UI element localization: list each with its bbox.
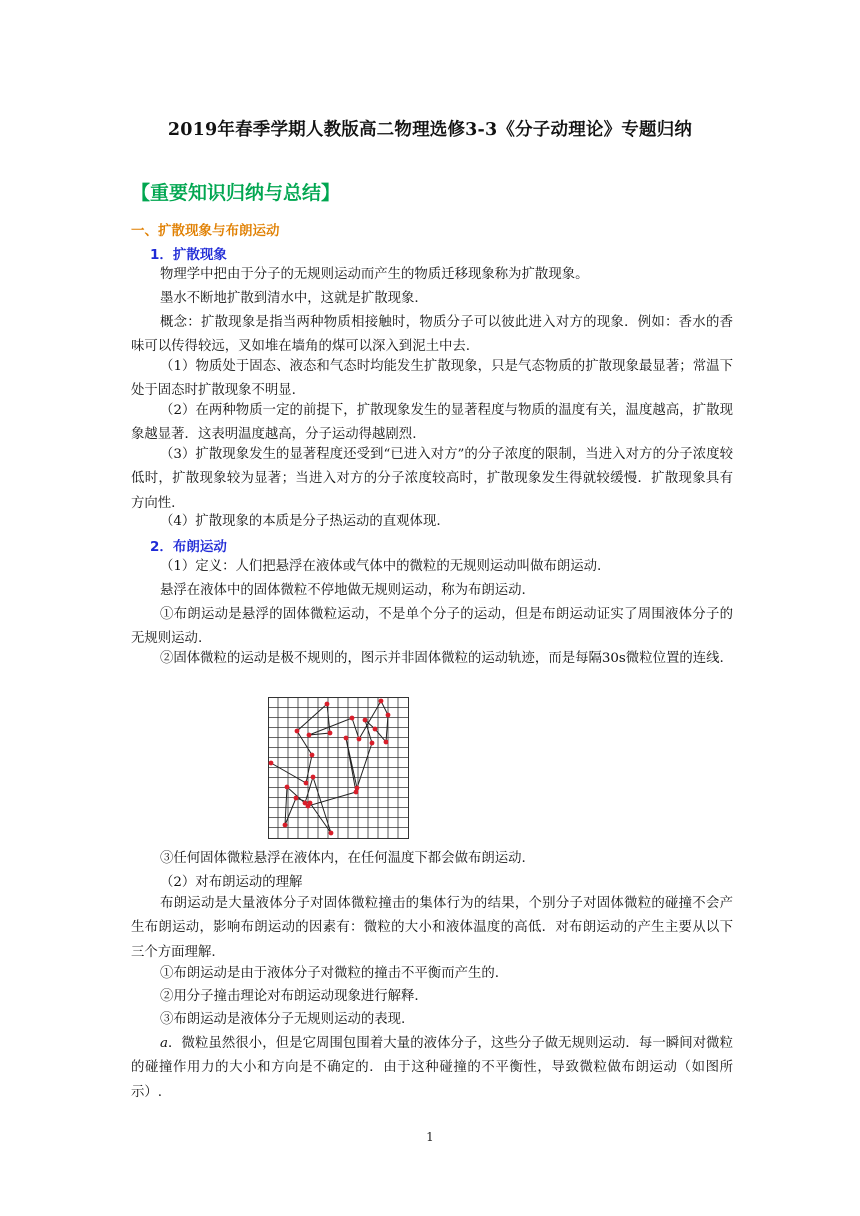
paragraph-brownian-a [131,1032,733,1105]
figure-position-dot [386,713,391,718]
paragraph-brownian-note-3: ③任何固体微粒悬浮在液体内，在任何温度下都会做布朗运动. [160,851,526,866]
paragraph-diffusion-definition: 物理学中把由于分子的无规则运动而产生的物质迁移现象称为扩散现象。 [160,267,589,282]
figure-position-dot [328,731,333,736]
item-text-a: ．微粒虽然很小，但是它周围包围着大量的液体分子，这些分子做无规则运动．每一瞬间对微粒的碰撞作用力的大小和方向是不确定的．由于这种碰撞的不平衡性，导致微粒做布朗运动（如图所示）. [131,1036,733,1100]
figure-position-dot [285,785,290,790]
figure-position-dot [283,823,288,828]
figure-position-dot [344,736,349,741]
brownian-motion-figure [268,697,409,839]
paragraph-brownian-understanding: （2）对布朗运动的理解 [160,875,303,890]
figure-position-dot [350,716,355,721]
paragraph-concept: 概念：扩散现象是指当两种物质相接触时，物质分子可以彼此进入对方的现象．例如：香水的香味可以传得较远，叉如堆在墙角的煤可以深入到泥土中去. [131,315,733,355]
figure-position-dot [269,761,274,766]
item-label-a: a [160,1036,168,1051]
page-number: 1 [426,1130,434,1144]
figure-position-dot [311,775,316,780]
figure-position-dot [355,786,360,791]
paragraph-brownian-suspended: 悬浮在液体中的固体微粒不停地做无规则运动，称为布朗运动. [160,583,526,598]
figure-position-dot [303,801,308,806]
paragraph-brownian-note-2: ②固体微粒的运动是极不规则的，图示并非固体微粒的运动轨迹，而是每隔30s微粒位置的连线. [160,651,724,666]
figure-position-dot [307,733,312,738]
figure-path [271,701,388,833]
figure-position-dot [370,741,375,746]
paragraph-point-1: （1）物质处于固态、液态和气态时均能发生扩散现象，只是气态物质的扩散现象最显著；常温下处于固态时扩散现象不明显. [131,359,733,399]
figure-position-dot [384,740,389,745]
paragraph-brownian-reason-3: ③布朗运动是液体分子无规则运动的表现. [160,1012,406,1027]
paragraph-point-4: （4）扩散现象的本质是分子热运动的直观体现. [160,514,441,529]
figure-position-dot [310,753,315,758]
paragraph-brownian-reason-2: ②用分子撞击理论对布朗运动现象进行解释. [160,989,419,1004]
figure-trajectory-line [271,701,388,833]
figure-position-dot [354,790,359,795]
figure-position-dot [373,727,378,732]
figure-position-dot [304,781,309,786]
figure-position-dot [294,796,299,801]
paragraph-brownian-note-1: ①布朗运动是悬浮的固体微粒运动，不是单个分子的运动，但是布朗运动证实了周围液体分子的无规则运动. [131,607,733,647]
figure-points [269,699,391,836]
figure-position-dot [363,718,368,723]
paragraph-brownian-reason-1: ①布朗运动是由于液体分子对微粒的撞击不平衡而产生的. [160,966,500,981]
subheading-diffusion: 1．扩散现象 [150,247,227,263]
figure-position-dot [308,801,313,806]
section-banner: 【重要知识归纳与总结】 [131,182,341,204]
paragraph-ink-example: 墨水不断地扩散到清水中，这就是扩散现象. [160,291,419,306]
section-heading-diffusion-brownian: 一、扩散现象与布朗运动 [131,223,280,239]
paragraph-point-2: （2）在两种物质一定的前提下，扩散现象发生的显著程度与物质的温度有关，温度越高，扩散现象越显著．这表明温度越高，分子运动得越剧烈. [131,403,733,443]
subheading-brownian: 2．布朗运动 [150,539,227,555]
figure-position-dot [295,729,300,734]
paragraph-brownian-collective: 布朗运动是大量液体分子对固体微粒撞击的集体行为的结果，个别分子对固体微粒的碰撞不会产生布朗运动，影响布朗运动的因素有：微粒的大小和液体温度的高低．对布朗运动的产生主要从以下三个方面理解. [131,896,733,960]
paragraph-brownian-definition: （1）定义：人们把悬浮在液体或气体中的微粒的无规则运动叫做布朗运动. [160,559,602,574]
paragraph-point-3: （3）扩散现象发生的显著程度还受到“已进入对方”的分子浓度的限制，当进入对方的分子浓度较低时，扩散现象较为显著；当进入对方的分子浓度较高时，扩散现象发生得就较缓慢．扩散现象具有方向性. [131,447,733,511]
figure-position-dot [329,831,334,836]
document-title: 2019年春季学期人教版高二物理选修3-3《分子动理论》专题归纳 [167,120,693,140]
figure-position-dot [325,702,330,707]
figure-position-dot [357,737,362,742]
figure-position-dot [379,699,384,704]
